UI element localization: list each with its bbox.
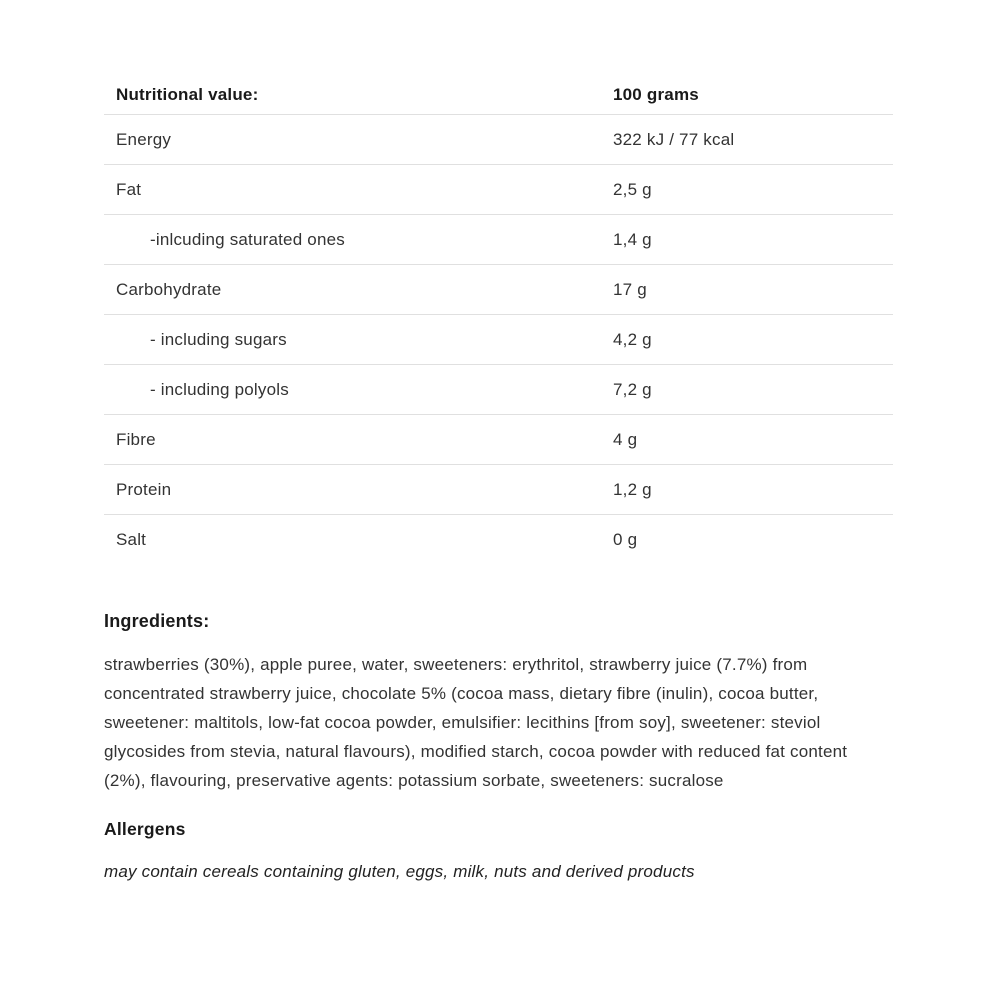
nutrient-value: 2,5 g	[613, 179, 652, 199]
nutrient-value: 17 g	[613, 279, 647, 299]
nutrient-label: Salt	[116, 530, 147, 549]
table-row-polyols	[104, 365, 893, 415]
nutrient-label: Energy	[116, 129, 172, 149]
allergens-heading: Allergens	[104, 819, 186, 839]
nutrient-label: Fibre	[116, 429, 156, 449]
nutrient-value: 4 g	[613, 429, 638, 449]
nutrition-table-header-value: 100 grams	[613, 84, 699, 104]
ingredients-text: strawberries (30%), apple puree, water, sweeteners: erythritol, strawberry juice (7.7%) from concentrated strawberry juice, chocolate 5% (cocoa mass, dietary fibre (inulin), cocoa butter, sweetener: maltitols, low-fat cocoa powder, emulsifier: lecithins [from soy], sweetener: steviol glycosides from stevia, natural flavours), modified starch, cocoa powder with reduced fat content (2%), flavouring, preservative agents: potassium sorbate, sweeteners: sucralose	[104, 655, 848, 790]
nutrient-label: Fat	[116, 179, 142, 199]
nutrient-value: 0 g	[613, 530, 638, 549]
nutrient-value: 322 kJ / 77 kcal	[613, 129, 735, 149]
table-row-salt	[104, 515, 893, 565]
table-row-protein	[104, 465, 893, 515]
nutrient-label: - including polyols	[150, 379, 289, 399]
nutrient-value: 1,2 g	[613, 479, 652, 499]
nutrient-value: 1,4 g	[613, 229, 652, 249]
nutrition-table-header	[104, 75, 893, 115]
allergens-text: may contain cereals containing gluten, eggs, milk, nuts and derived products	[104, 862, 695, 881]
table-row-fat	[104, 165, 893, 215]
nutrient-value: 7,2 g	[613, 379, 652, 399]
table-row-sugars	[104, 315, 893, 365]
table-row-energy	[104, 115, 893, 165]
nutrient-label: -inlcuding saturated ones	[150, 229, 345, 249]
product-nutrition-section	[104, 75, 893, 882]
nutrition-table	[104, 75, 893, 565]
table-row-carbohydrate	[104, 265, 893, 315]
ingredients-heading: Ingredients:	[104, 611, 210, 631]
nutrient-label: Protein	[116, 479, 172, 499]
nutrient-value: 4,2 g	[613, 329, 652, 349]
table-row-fibre	[104, 415, 893, 465]
nutrition-table-header-label: Nutritional value:	[116, 84, 259, 104]
nutrient-label: Carbohydrate	[116, 279, 222, 299]
table-row-saturated-fat	[104, 215, 893, 265]
nutrient-label: - including sugars	[150, 329, 287, 349]
